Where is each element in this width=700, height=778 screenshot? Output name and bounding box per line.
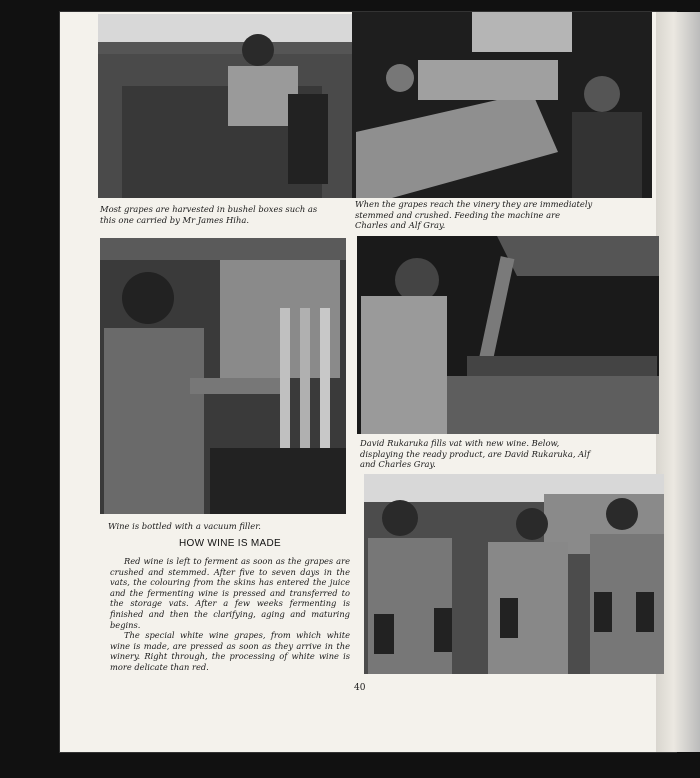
photo-grape-harvest [98,14,352,198]
photo-ready-product [364,474,664,674]
article-body [110,556,350,673]
page-number: 40 [354,683,366,693]
caption-photo-fills-vat: David Rukaruka fills vat with new wine. Below, displaying the ready product, are David Rukaruka, Alf and Charles Gray. [360,438,590,469]
caption-photo-bottling: Wine is bottled with a vacuum filler. [108,521,261,531]
article-paragraph: The special white wine grapes, from which white wine is made, are pressed as soon as they arrive in the winery. Right through, the processing of white wine is more delicate than red. [110,630,350,672]
photo-fills-vat [357,236,659,434]
article-heading: HOW WINE IS MADE [178,538,282,549]
photo-bottling [100,238,346,514]
article-paragraph: Red wine is left to ferment as soon as the grapes are crushed and stemmed. After five to seven days in the vats, the colouring from the skins has entered the juice and the fermenting wine is pressed and transferred to the storage vats. After a few weeks fermenting is finished and then the clarifying, aging and maturing begins. [110,556,350,630]
caption-photo-grapes-crushed: When the grapes reach the vinery they are immediately stemmed and crushed. Feeding the machine are Charles and Alf Gray. [355,199,593,230]
caption-photo-grape-harvest: Most grapes are harvested in bushel boxes such as this one carried by Mr James Hiha. [100,204,318,225]
photo-grapes-crushed [352,12,652,198]
